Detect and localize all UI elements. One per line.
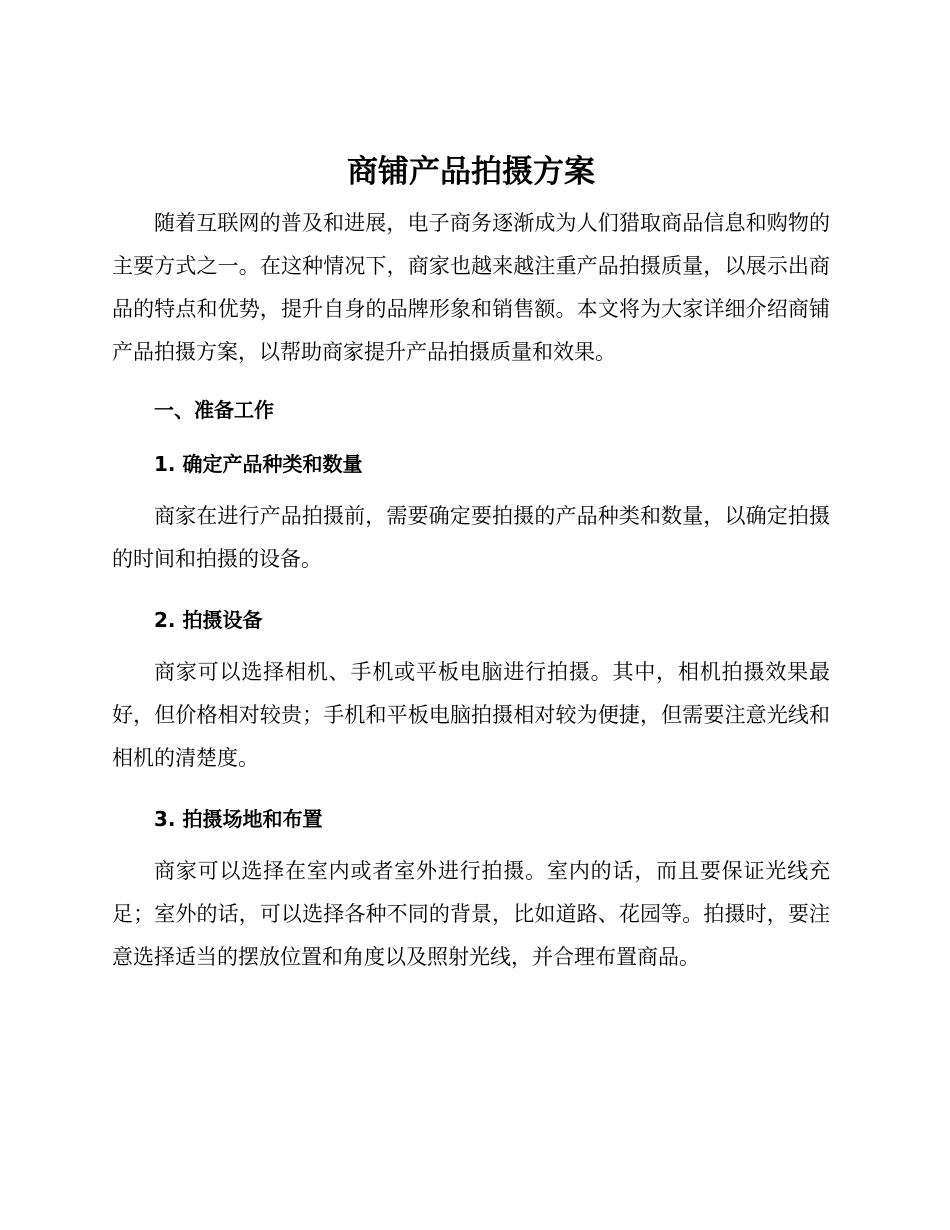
section-heading-preparation: 一、准备工作 xyxy=(154,398,274,422)
paragraph-equipment: 商家可以选择相机、手机或平板电脑进行拍摄。其中，相机拍摄效果最好，但价格相对较贵；手机和平板电脑拍摄相对较为便捷，但需要注意光线和相机的清楚度。 xyxy=(112,660,830,770)
subheading-product-types: 1. 确定产品种类和数量 xyxy=(154,452,363,476)
paragraph-product-types: 商家在进行产品拍摄前，需要确定要拍摄的产品种类和数量，以确定拍摄的时间和拍摄的设备。 xyxy=(112,504,830,571)
page-title: 商铺产品拍摄方案 xyxy=(347,154,595,190)
subheading-equipment: 2. 拍摄设备 xyxy=(154,608,263,632)
paragraph-venue-setup: 商家可以选择在室内或者室外进行拍摄。室内的话，而且要保证光线充足；室外的话，可以选择各种不同的背景，比如道路、花园等。拍摄时，要注意选择适当的摆放位置和角度以及照射光线，并合理布置商品。 xyxy=(112,859,830,969)
subheading-venue-setup: 3. 拍摄场地和布置 xyxy=(154,807,323,831)
intro-paragraph: 随着互联网的普及和进展，电子商务逐渐成为人们猎取商品信息和购物的主要方式之一。在这种情况下，商家也越来越注重产品拍摄质量，以展示出商品的特点和优势，提升自身的品牌形象和销售额。本文将为大家详细介绍商铺产品拍摄方案，以帮助商家提升产品拍摄质量和效果。 xyxy=(112,211,830,364)
document-body xyxy=(112,150,830,979)
